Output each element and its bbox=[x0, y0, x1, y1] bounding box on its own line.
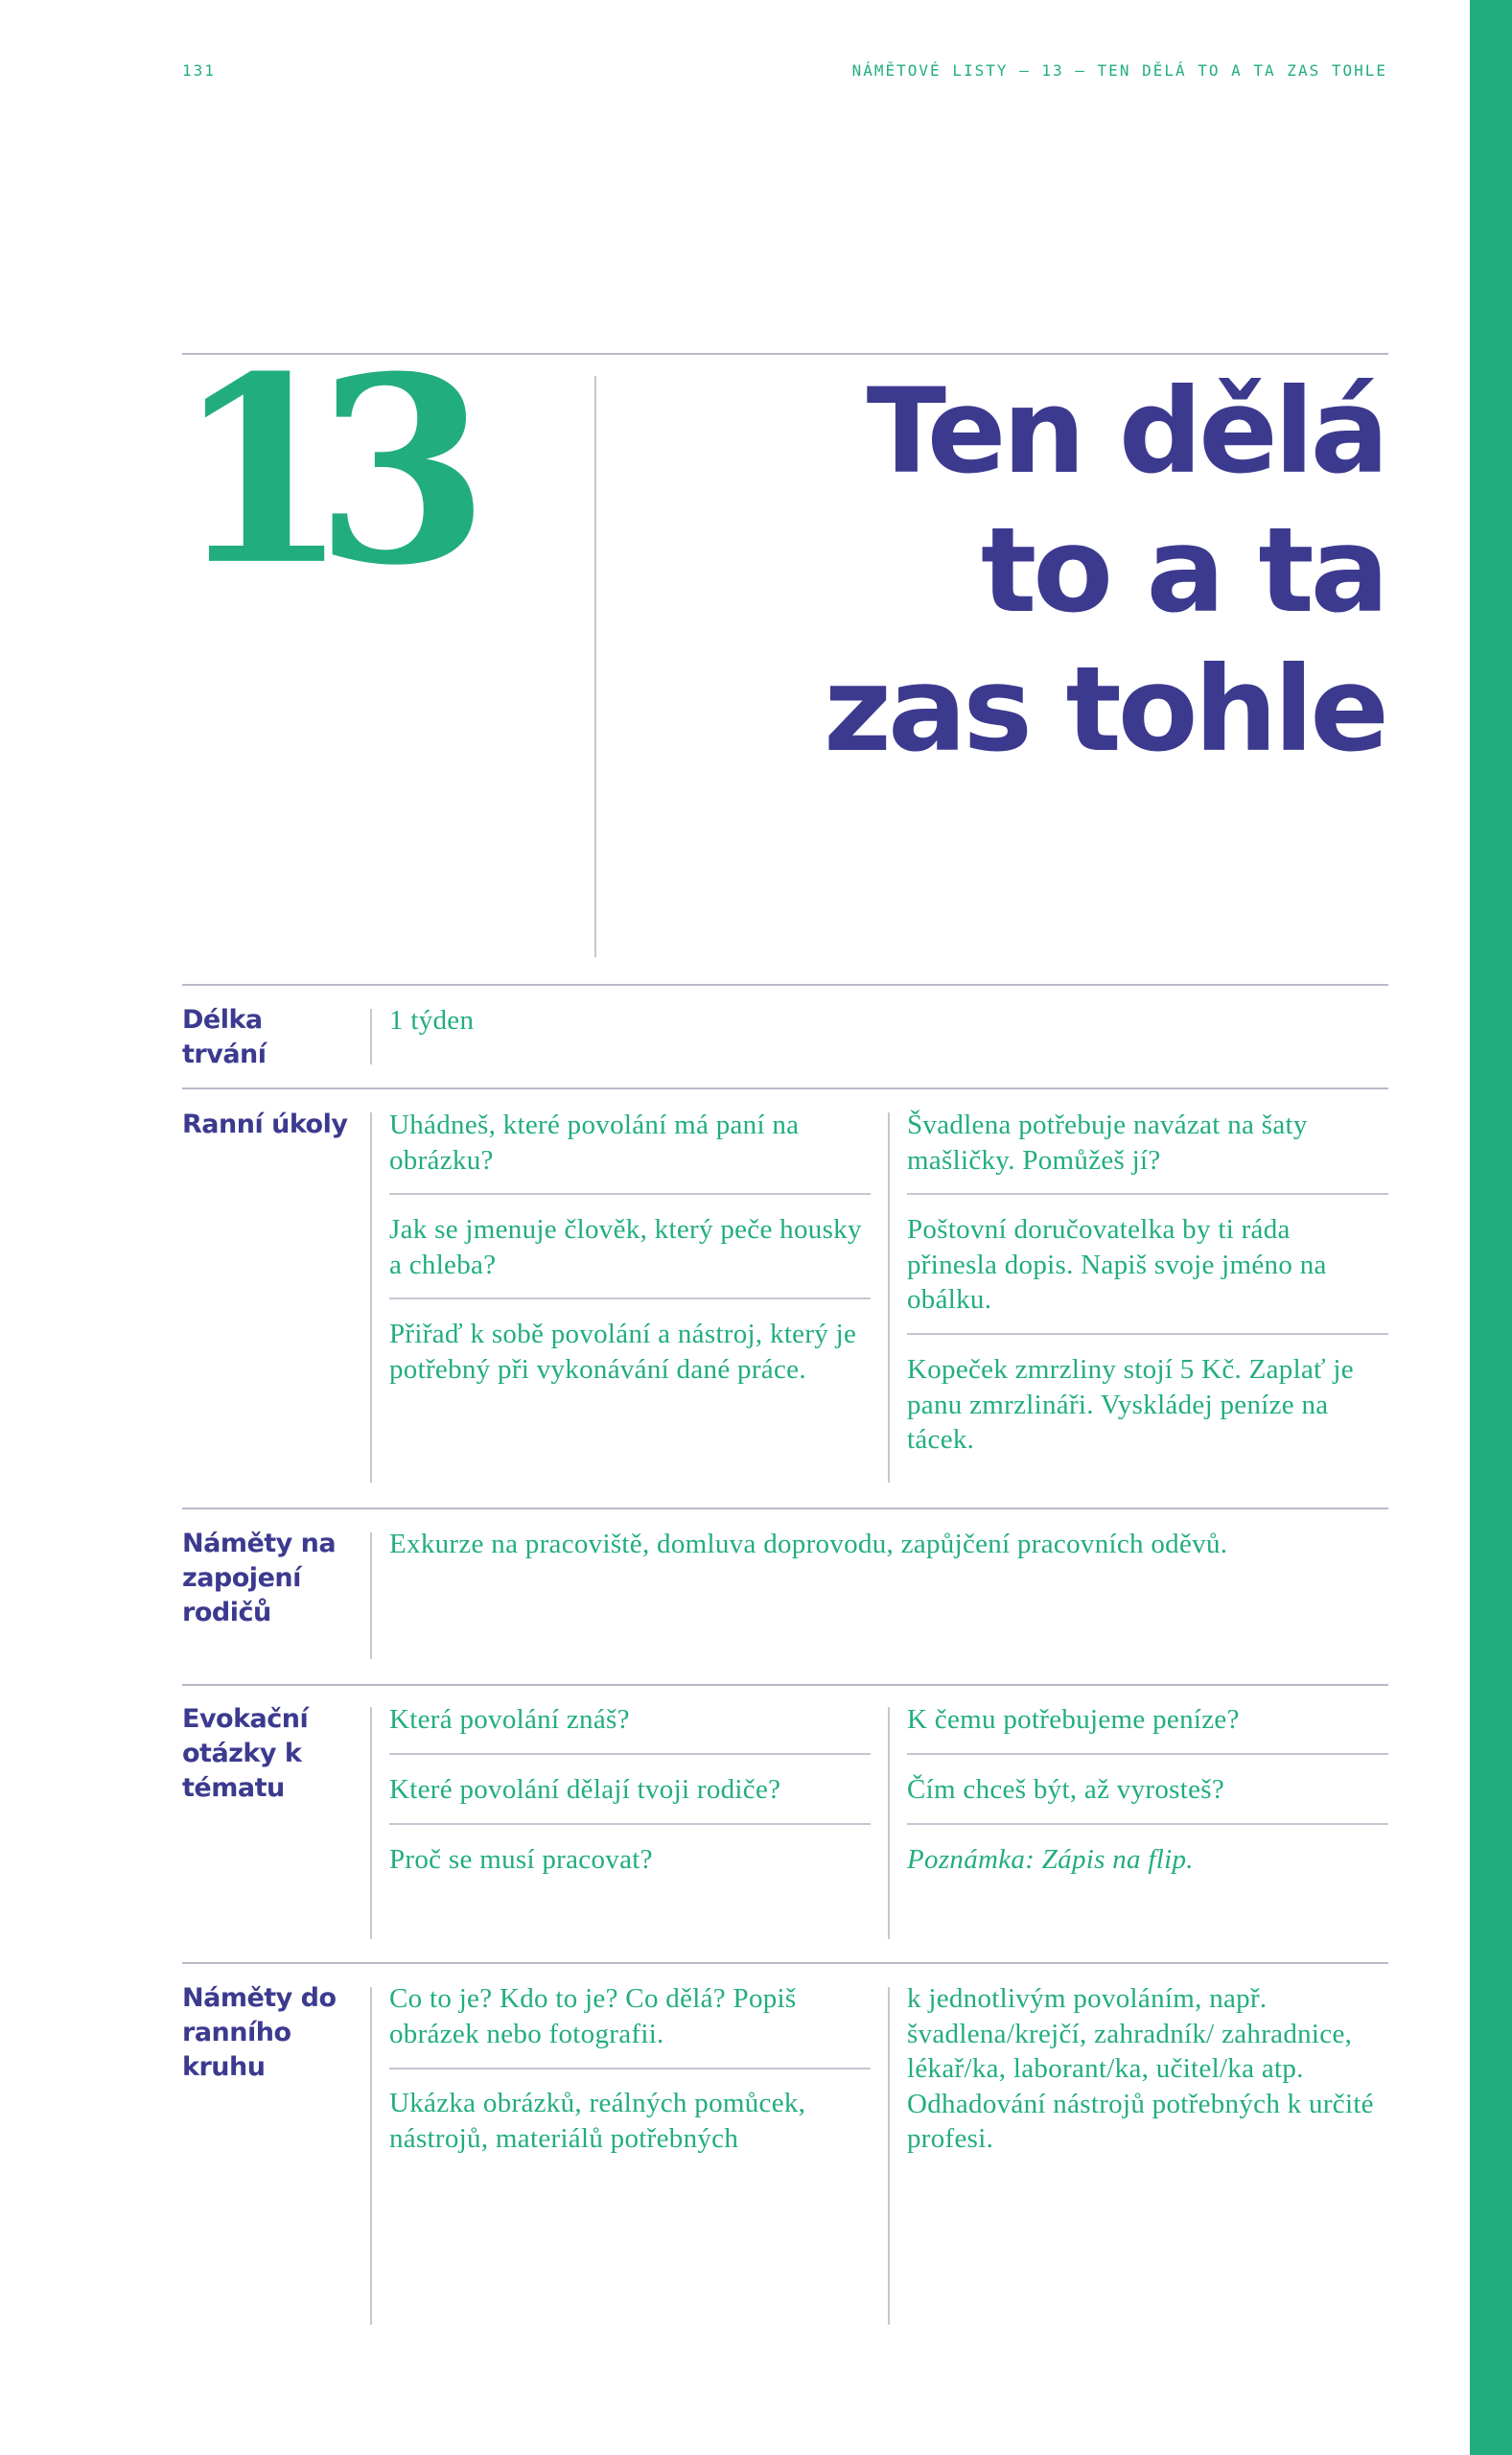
evocative-question: Proč se musí pracovat? bbox=[389, 1844, 653, 1875]
parents-label: Náměty na zapojení rodičů bbox=[182, 1529, 337, 1627]
running-header: NÁMĚTOVÉ LISTY – 13 – TEN DĚLÁ TO A TA ZAS TOHLE bbox=[851, 61, 1387, 80]
cell-rule bbox=[389, 2068, 871, 2069]
section-rule bbox=[182, 1508, 1388, 1509]
chapter-number: 13 bbox=[174, 319, 455, 622]
evocative-label: Evokační otázky k tématu bbox=[182, 1704, 309, 1803]
chapter-title-line: Ten dělá bbox=[866, 363, 1385, 500]
section-rule bbox=[182, 1087, 1388, 1089]
column-divider bbox=[370, 1987, 372, 2325]
section-rule bbox=[182, 984, 1388, 986]
section-rule bbox=[182, 1684, 1388, 1686]
evocative-question: K čemu potřebujeme peníze? bbox=[907, 1704, 1240, 1735]
morning-task-item: Kopeček zmrzliny stojí 5 Kč. Zaplať je panu zmrzlináři. Vyskládej peníze na tácek. bbox=[907, 1354, 1354, 1455]
evocative-question: Která povolání znáš? bbox=[389, 1704, 630, 1735]
title-divider bbox=[594, 376, 596, 957]
page-edge-bar bbox=[1470, 0, 1512, 2455]
morning-task-item: Přiřaď k sobě povolání a nástroj, který je potřebný při vykonávání dané práce. bbox=[389, 1319, 857, 1385]
morning-tasks-label: Ranní úkoly bbox=[182, 1110, 348, 1139]
parents-value: Exkurze na pracoviště, domluva doprovodu, zapůjčení pracovních oděvů. bbox=[389, 1529, 1228, 1559]
evocative-question: Čím chceš být, až vyrosteš? bbox=[907, 1774, 1225, 1805]
morning-task-item: Jak se jmenuje člověk, který peče housky a chleba? bbox=[389, 1214, 862, 1280]
cell-rule bbox=[389, 1753, 871, 1755]
cell-rule bbox=[907, 1753, 1388, 1755]
morning-circle-label: Náměty do ranního kruhu bbox=[182, 1983, 337, 2082]
cell-rule bbox=[907, 1823, 1388, 1825]
duration-value: 1 týden bbox=[389, 1005, 475, 1036]
chapter-title-line: to a ta bbox=[980, 503, 1385, 639]
cell-rule bbox=[907, 1333, 1388, 1335]
evocative-note: Poznámka: Zápis na flip. bbox=[907, 1844, 1194, 1875]
morning-task-item: Uhádneš, které povolání má paní na obrázku? bbox=[389, 1110, 800, 1176]
column-divider bbox=[888, 1707, 890, 1939]
evocative-question: Které povolání dělají tvoji rodiče? bbox=[389, 1774, 781, 1805]
column-divider bbox=[370, 1532, 372, 1659]
duration-label: Délka trvání bbox=[182, 1005, 267, 1069]
morning-task-item: Švadlena potřebuje navázat na šaty mašličky. Pomůžeš jí? bbox=[907, 1110, 1308, 1176]
column-divider bbox=[370, 1707, 372, 1939]
cell-rule bbox=[389, 1823, 871, 1825]
page-number: 131 bbox=[182, 61, 216, 80]
morning-task-item: Poštovní doručovatelka by ti ráda přinesla dopis. Napiš svoje jméno na obálku. bbox=[907, 1214, 1327, 1315]
morning-circle-item: Ukázka obrázků, reálných pomůcek, nástrojů, materiálů potřebných bbox=[389, 2088, 806, 2154]
cell-rule bbox=[907, 1193, 1388, 1195]
section-rule bbox=[182, 1962, 1388, 1964]
cell-rule bbox=[389, 1193, 871, 1195]
chapter-title-line: zas tohle bbox=[824, 642, 1385, 778]
column-divider bbox=[888, 1987, 890, 2325]
cell-rule bbox=[389, 1298, 871, 1299]
morning-circle-item: k jednotlivým povoláním, např. švadlena/krejčí, zahradník/ zahradnice, lékař/ka, laborant/ka, učitel/ka atp. Odhadování nástrojů potřebných k určité profesi. bbox=[907, 1983, 1374, 2154]
column-divider bbox=[888, 1112, 890, 1483]
morning-circle-item: Co to je? Kdo to je? Co dělá? Popiš obrázek nebo fotografii. bbox=[389, 1983, 797, 2049]
column-divider bbox=[370, 1112, 372, 1483]
column-divider bbox=[370, 1009, 372, 1064]
chapter-title bbox=[772, 362, 1385, 780]
